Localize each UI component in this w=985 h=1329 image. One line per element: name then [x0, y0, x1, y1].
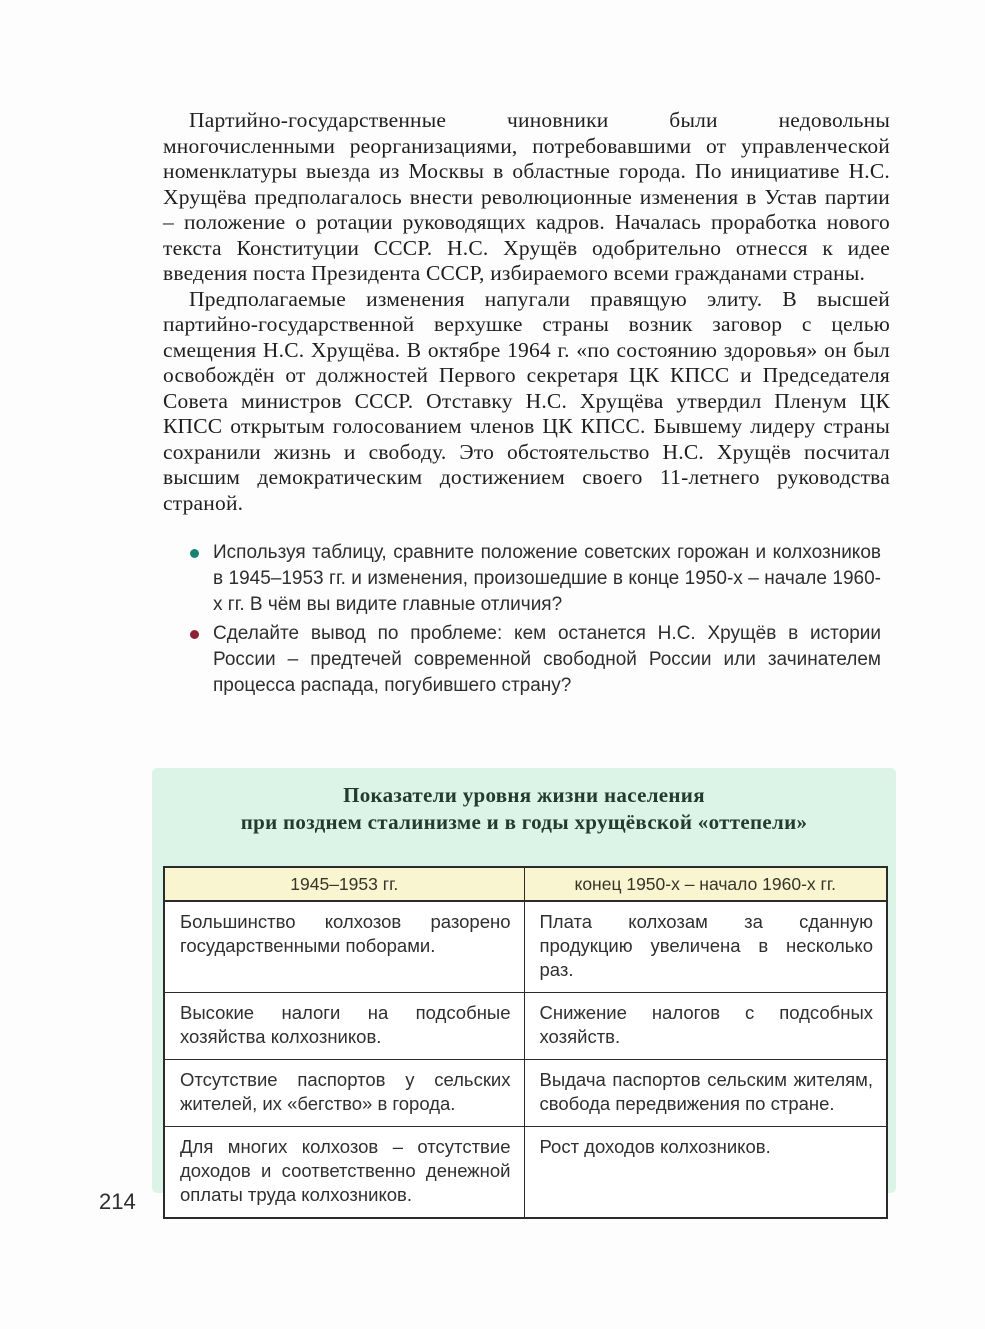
table-cell: Выдача паспортов сельским жителям, свобода передвижения по стране. — [524, 1060, 887, 1127]
bullet-icon — [190, 630, 199, 639]
table-title-line-2: при позднем сталинизме и в годы хрущёвской «оттепели» — [240, 810, 808, 834]
page-number: 214 — [99, 1189, 136, 1214]
bullet-icon — [190, 549, 199, 558]
table-row — [164, 901, 887, 993]
table-cell: Плата колхозам за сданную продукцию увеличена в несколько раз. — [524, 901, 887, 993]
table-cell: Высокие налоги на подсобные хозяйства колхозников. — [164, 993, 524, 1060]
living-standards-panel — [152, 768, 896, 1205]
table-cell: Большинство колхозов разорено государственными поборами. — [164, 901, 524, 993]
question-item-2 — [163, 621, 881, 699]
table-cell: Отсутствие паспортов у сельских жителей, их «бегство» в города. — [164, 1060, 524, 1127]
table-header-row — [164, 867, 887, 901]
question-item-1 — [163, 540, 881, 618]
question-text-2: Сделайте вывод по проблеме: кем останется Н.С. Хрущёв в истории России – предтечей современной свободной России или зачинателем процесса распада, погубившего страну? — [213, 623, 881, 696]
table-cell: Для многих колхозов – отсутствие доходов и соответственно денежной оплаты труда колхозников. — [164, 1127, 524, 1219]
main-text-column — [163, 108, 890, 702]
comparison-table — [163, 866, 888, 1219]
table-cell: Снижение налогов с подсобных хозяйств. — [524, 993, 887, 1060]
table-row — [164, 1127, 887, 1219]
table-title-line-1: Показатели уровня жизни населения — [343, 783, 705, 807]
table-title — [152, 768, 896, 836]
table-row — [164, 993, 887, 1060]
question-list — [163, 540, 881, 699]
header-1945-1953: 1945–1953 гг. — [164, 867, 524, 901]
paragraph-khrushchev-removal: Предполагаемые изменения напугали правящую элиту. В высшей партийно-государственной верхушке страны возник заговор с целью смещения Н.С. Хрущёва. В октябре 1964 г. «по состоянию здоровья» он был освобождён от должностей Первого секретаря ЦК КПСС и Председателя Совета министров СССР. Отставку Н.С. Хрущёва утвердил Пленум ЦК КПСС открытым голосованием членов ЦК КПСС. Бывшему лидеру страны сохранили жизнь и свободу. Это обстоятельство Н.С. Хрущёв посчитал высшим демократическим достижением своего 11-летнего руководства страной. — [163, 286, 890, 515]
paragraph-khrushchev-reforms: Партийно-государственные чиновники были недовольны многочисленными реорганизациями, потребовавшими от управленческой номенклатуры выезда из Москвы в областные города. По инициативе Н.С. Хрущёва предполагалось внести революционные изменения в Устав партии – положение о ротации руководящих кадров. Началась проработка нового текста Конституции СССР. Н.С. Хрущёв одобрительно отнесся к идее введения поста Президента СССР, избираемого всеми гражданами страны. — [163, 108, 890, 285]
question-text-1: Используя таблицу, сравните положение советских горожан и колхозников в 1945–1953 гг. и изменения, произошедшие в конце 1950-х – начале 1960-х гг. В чём вы видите главные отличия? — [213, 542, 881, 615]
table-cell: Рост доходов колхозников. — [524, 1127, 887, 1219]
table-row — [164, 1060, 887, 1127]
header-late-1950s: конец 1950-х – начало 1960-х гг. — [524, 867, 887, 901]
